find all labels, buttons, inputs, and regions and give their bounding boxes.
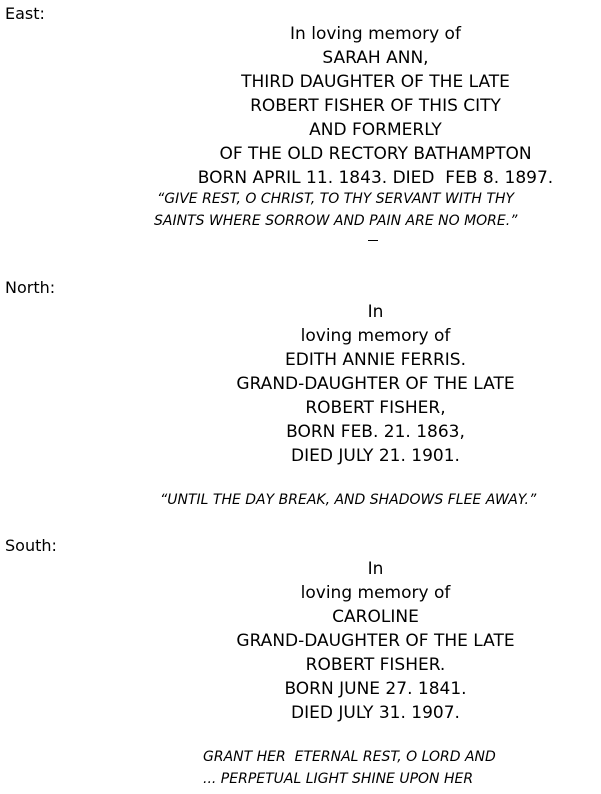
east-label: East:: [5, 4, 45, 23]
north-line-4: GRAND-DAUGHTER OF THE LATE: [236, 374, 515, 394]
east-quote-line-1: “GIVE REST, O CHRIST, TO THY SERVANT WITH THY: [157, 191, 515, 207]
north-line-1: In: [367, 302, 384, 322]
north-quote: “UNTIL THE DAY BREAK, AND SHADOWS FLEE AWAY.”: [160, 492, 537, 508]
north-label: North:: [5, 278, 56, 297]
south-line-3: CAROLINE: [332, 607, 419, 627]
south-line-6: BORN JUNE 27. 1841.: [284, 679, 467, 699]
east-line-2: SARAH ANN,: [322, 48, 429, 68]
south-line-2: loving memory of: [300, 583, 451, 603]
south-line-4: GRAND-DAUGHTER OF THE LATE: [236, 631, 515, 651]
south-label: South:: [5, 536, 57, 555]
south-line-7: DIED JULY 31. 1907.: [291, 703, 460, 723]
north-line-3: EDITH ANNIE FERRIS.: [285, 350, 466, 370]
east-line-1: In loving memory of: [290, 24, 461, 44]
north-line-5: ROBERT FISHER,: [305, 398, 446, 418]
south-line-1: In: [367, 559, 384, 579]
east-line-4: ROBERT FISHER OF THIS CITY: [250, 96, 501, 116]
east-quote-line-2: SAINTS WHERE SORROW AND PAIN ARE NO MORE.”: [154, 213, 518, 229]
east-line-5: AND FORMERLY: [309, 120, 442, 140]
east-line-3: THIRD DAUGHTER OF THE LATE: [241, 72, 510, 92]
divider-dash: [368, 240, 378, 241]
east-line-6: OF THE OLD RECTORY BATHAMPTON: [219, 144, 532, 164]
south-line-5: ROBERT FISHER.: [305, 655, 446, 675]
north-line-6: BORN FEB. 21. 1863,: [286, 422, 465, 442]
north-line-7: DIED JULY 21. 1901.: [291, 446, 460, 466]
north-line-2: loving memory of: [300, 326, 451, 346]
south-quote-line-1: GRANT HER ETERNAL REST, O LORD AND: [203, 749, 496, 765]
east-line-7: BORN APRIL 11. 1843. DIED FEB 8. 1897.: [197, 168, 554, 188]
south-quote-line-2: ... PERPETUAL LIGHT SHINE UPON HER: [203, 771, 474, 787]
